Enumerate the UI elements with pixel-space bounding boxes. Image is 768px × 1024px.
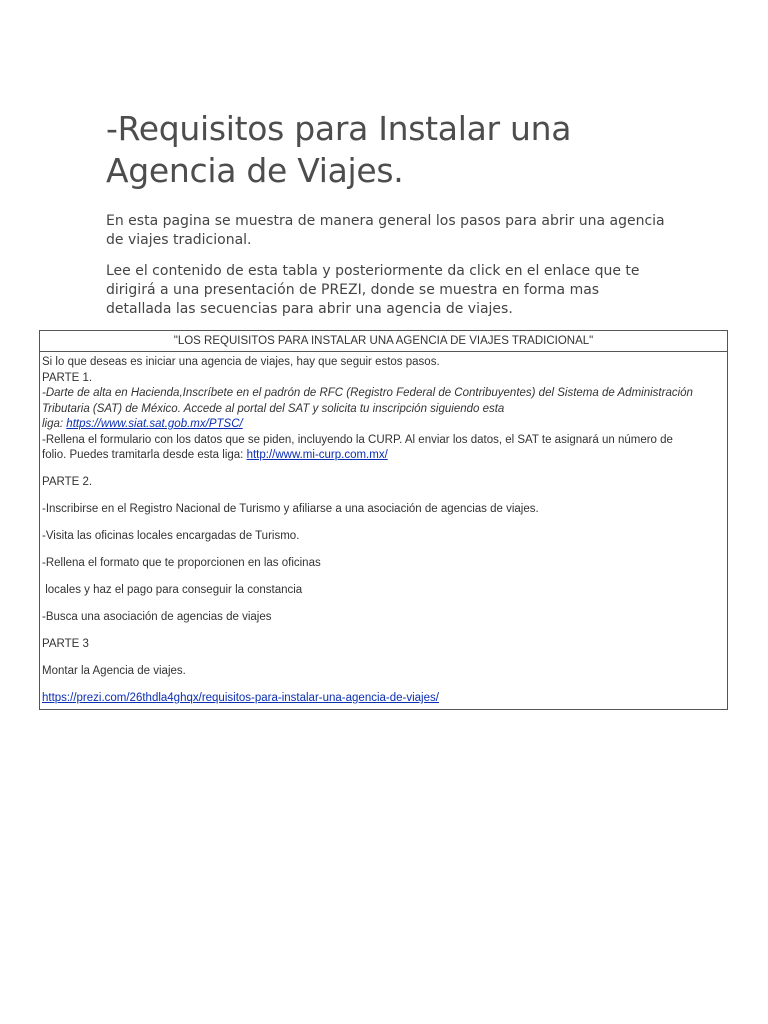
intro-paragraph-2: Lee el contenido de esta tabla y posteriormente da click en el enlace que te dirigirá a una presentación de PREZI, donde se muestra en forma mas detallada las secuencias para abrir una agencia de viajes.: [106, 263, 640, 317]
page-title: [106, 108, 666, 192]
parte-1-line-5: [42, 448, 725, 464]
parte-1-line-4: -Rellena el formulario con los datos que se piden, incluyendo la CURP. Al enviar los datos, el SAT te asignará un número de: [42, 433, 673, 446]
page-title-line-2: Agencia de Viajes.: [106, 151, 404, 190]
parte-3-label: PARTE 3: [42, 638, 89, 650]
parte-3-line-1: Montar la Agencia de viajes.: [42, 665, 186, 677]
parte-1-line-2: Tributaria (SAT) de México. Accede al portal del SAT y solicita tu inscripción siguiendo esta: [42, 402, 505, 415]
parte-2-line-3: -Rellena el formato que te proporcionen en las oficinas: [42, 557, 321, 569]
page-header: [106, 108, 666, 319]
parte-1-line-3-prefix: liga:: [42, 418, 67, 430]
parte-1-line-3: [42, 417, 725, 433]
table-body: [40, 352, 727, 709]
requirements-table: [39, 330, 728, 710]
curp-link[interactable]: http://www.mi-curp.com.mx/: [246, 449, 388, 461]
parte-1-line-5-prefix: folio. Puedes tramitarla desde esta liga:: [42, 449, 247, 461]
prezi-link[interactable]: https://prezi.com/26thdla4ghqx/requisitos-para-instalar-una-agencia-de-viajes/: [42, 692, 439, 704]
sat-link[interactable]: https://www.siat.sat.gob.mx/PTSC/: [66, 418, 243, 430]
table-intro-line: Si lo que deseas es iniciar una agencia de viajes, hay que seguir estos pasos.: [42, 356, 440, 368]
parte-2-line-1: -Inscribirse en el Registro Nacional de Turismo y afiliarse a una asociación de agencias de viajes.: [42, 503, 539, 515]
parte-2-label: PARTE 2.: [42, 476, 93, 488]
prezi-link-line: [42, 691, 725, 707]
parte-2-line-2: -Visita las oficinas locales encargadas de Turismo.: [42, 530, 300, 542]
intro-paragraph-1: En esta pagina se muestra de manera general los pasos para abrir una agencia de viajes tradicional.: [106, 213, 665, 248]
table-header: "LOS REQUISITOS PARA INSTALAR UNA AGENCIA DE VIAJES TRADICIONAL": [40, 331, 727, 352]
parte-2-line-5: -Busca una asociación de agencias de viajes: [42, 611, 272, 623]
parte-2-line-4: locales y haz el pago para conseguir la constancia: [42, 584, 303, 596]
page-title-line-1: -Requisitos para Instalar una: [106, 109, 572, 148]
parte-1-line-1: -Darte de alta en Hacienda,Inscríbete en el padrón de RFC (Registro Federal de Contribuyentes) del Sistema de Administración: [42, 387, 693, 399]
parte-1-label: PARTE 1.: [42, 371, 93, 384]
